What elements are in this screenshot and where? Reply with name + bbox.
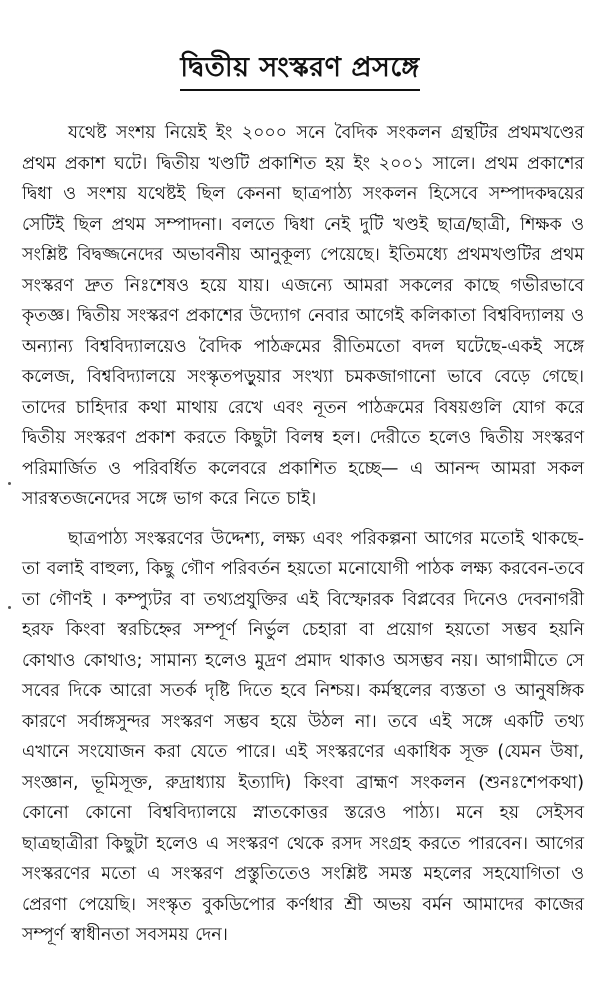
title-container [0,50,600,91]
scan-speck [8,482,11,485]
page-title: দ্বিতীয় সংস্করণ প্রসঙ্গে [180,50,419,91]
paragraph-1: যথেষ্ট সংশয় নিয়েই ইং ২০০০ সনে বৈদিক সংকলন গ্রন্থটির প্রথমখণ্ডের প্রথম প্রকাশ ঘটে। দ্বিতীয় খণ্ডটি প্রকাশিত হয় ইং ২০০১ সালে। প্রথম প্রকাশের দ্বিধা ও সংশয় যথেষ্টই ছিল কেননা ছাত্রপাঠ্য সংকলন হিসেবে সম্পাদকদ্বয়ের সেটিই ছিল প্রথম সম্পাদনা। বলতে দ্বিধা নেই দুটি খণ্ডই ছাত্র/ছাত্রী, শিক্ষক ও সংশ্লিষ্ট বিদ্বজ্জনেদের অভাবনীয় আনুকূল্য পেয়েছে। ইতিমধ্যে প্রথমখণ্ডটির প্রথম সংস্করণ দ্রুত নিঃশেষও হয়ে যায়। এজন্যে আমরা সকলের কাছে গভীরভাবে কৃতজ্ঞ। দ্বিতীয় সংস্করণ প্রকাশের উদ্যোগ নেবার আগেই কলিকাতা বিশ্ববিদ্যালয় ও অন্যান্য বিশ্ববিদ্যালয়েও বৈদিক পাঠক্রমের রীতিমতো বদল ঘটেছে-একই সঙ্গে কলেজ, বিশ্ববিদ্যালয়ে সংস্কৃতপড়ুয়ার সংখ্যা চমকজাগানো ভাবে বেড়ে গেছে। তাদের চাহিদার কথা মাথায় রেখে এবং নূতন পাঠক্রমের বিষয়গুলি যোগ করে দ্বিতীয় সংস্করণ প্রকাশ করতে কিছুটা বিলম্ব হল। দেরীতে হলেও দ্বিতীয় সংস্করণ পরিমার্জিত ও পরিবর্ধিত কলেবরে প্রকাশিত হচ্ছে— এ আনন্দ আমরা সকল সারস্বতজনেদের সঙ্গে ভাগ করে নিতে চাই। [22,123,584,509]
paragraph-2: ছাত্রপাঠ্য সংস্করণের উদ্দেশ্য, লক্ষ্য এবং পরিকল্পনা আগের মতোই থাকছে-তা বলাই বাহুল্য, কিছু গৌণ পরিবর্তন হয়তো মনোযোগী পাঠক লক্ষ্য করবেন-তবে তা গৌণই । কম্প্যুটর বা তথ্যপ্রযুক্তির এই বিস্ফোরক বিপ্লবের দিনেও দেবনাগরী হরফ কিংবা স্বরচিহ্নের সম্পূর্ণ নির্ভুল চেহারা বা প্রয়োগ হয়তো সম্ভব হয়নি কোথাও কোথাও; সামান্য হলেও মুদ্রণ প্রমাদ থাকাও অসম্ভব নয়। আগামীতে সে সবের দিকে আরো সতর্ক দৃষ্টি দিতে হবে নিশ্চয়। কর্মস্থলের ব্যস্ততা ও আনুষঙ্গিক কারণে সর্বাঙ্গসুন্দর সংস্করণ সম্ভব হয়ে উঠল না। তবে এই সঙ্গে একটি তথ্য এখানে সংযোজন করা যেতে পারে। এই সংস্করণের একাধিক সূক্ত (যেমন উষা, সংজ্ঞান, ভূমিসূক্ত, রুদ্রাধ্যায় ইত্যাদি) কিংবা ব্রাহ্মণ সংকলন (শুনঃশেপকথা) কোনো কোনো বিশ্ববিদ্যালয়ে স্নাতকোত্তর স্তরেও পাঠ্য। মনে হয় সেইসব ছাত্রছাত্রীরা কিছুটা হলেও এ সংস্করণ থেকে রসদ সংগ্রহ করতে পারবেন। আগের সংস্করণের মতো এ সংস্করণ প্রস্তুতিতেও সংশ্লিষ্ট সমস্ত মহলের সহযোগিতা ও প্রেরণা পেয়েছি। সংস্কৃত বুকডিপোর কর্ণধার শ্রী অভয় বর্মন আমাদের কাজের সম্পূর্ণ স্বাধীনতা সবসময় দেন। [22,528,584,945]
body-text [22,118,584,951]
scan-speck [8,606,11,609]
